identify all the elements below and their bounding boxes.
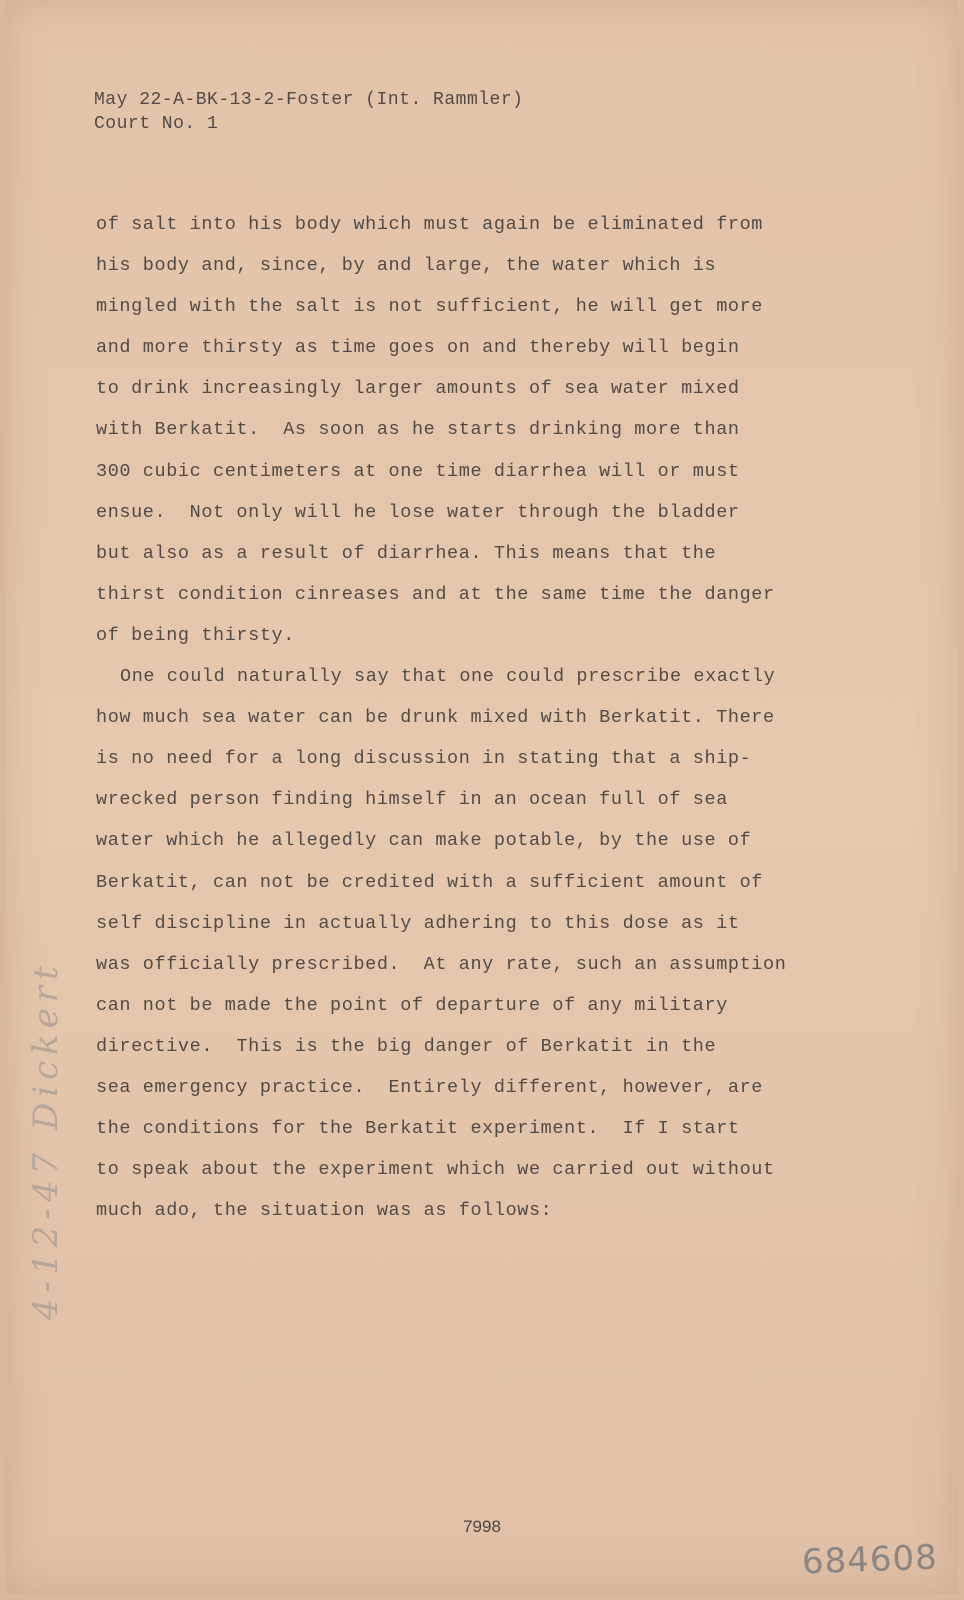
body-line: sea emergency practice. Entirely different, however, are [96,1076,764,1098]
body-line: 300 cubic centimeters at one time diarrhea will or must [96,460,740,482]
body-line: of being thirsty. [96,624,295,646]
body-line: to drink increasingly larger amounts of sea water mixed [96,378,740,400]
body-line: directive. This is the big danger of Berkatit in the [96,1035,717,1057]
handwritten-margin-note: 4-12-47 Dickert [26,960,66,1320]
body-line: the conditions for the Berkatit experiment. If I start [96,1118,740,1140]
body-line: was officially prescribed. At any rate, such an assumption [96,953,787,975]
body-line: thirst condition cinreases and at the same time the danger [96,583,775,605]
body-line: self discipline in actually adhering to this dose as it [96,912,740,934]
body-line: and more thirsty as time goes on and thereby will begin [96,337,740,359]
document-page [6,0,958,1594]
body-line: his body and, since, by and large, the water which is [96,255,717,277]
body-line: of salt into his body which must again be eliminated from [96,214,764,235]
document-header [94,88,523,136]
body-line: can not be made the point of departure of any military [96,994,728,1016]
page-number: 7998 [463,1517,501,1536]
body-line: Berkatit, can not be credited with a sufficient amount of [96,871,764,893]
body-line: how much sea water can be drunk mixed with Berkatit. There [96,707,775,729]
header-court-line: Court No. 1 [94,114,219,134]
document-body [96,204,856,1231]
handwritten-archive-number: 684608 [801,1537,939,1583]
body-line: water which he allegedly can make potable, by the use of [96,830,752,852]
body-line: to speak about the experiment which we carried out without [96,1159,775,1181]
header-case-line: May 22-A-BK-13-2-Foster (Int. Rammler) [94,90,524,110]
body-line: is no need for a long discussion in stating that a ship- [96,748,752,770]
body-line: One could naturally say that one could prescribe exactly [120,666,776,688]
body-line: with Berkatit. As soon as he starts drinking more than [96,419,740,441]
body-line: much ado, the situation was as follows: [96,1200,553,1222]
body-line: ensue. Not only will he lose water through the bladder [96,501,740,523]
body-line: mingled with the salt is not sufficient, he will get more [96,296,764,318]
body-line: but also as a result of diarrhea. This means that the [96,542,717,564]
body-line: wrecked person finding himself in an ocean full of sea [96,789,728,811]
